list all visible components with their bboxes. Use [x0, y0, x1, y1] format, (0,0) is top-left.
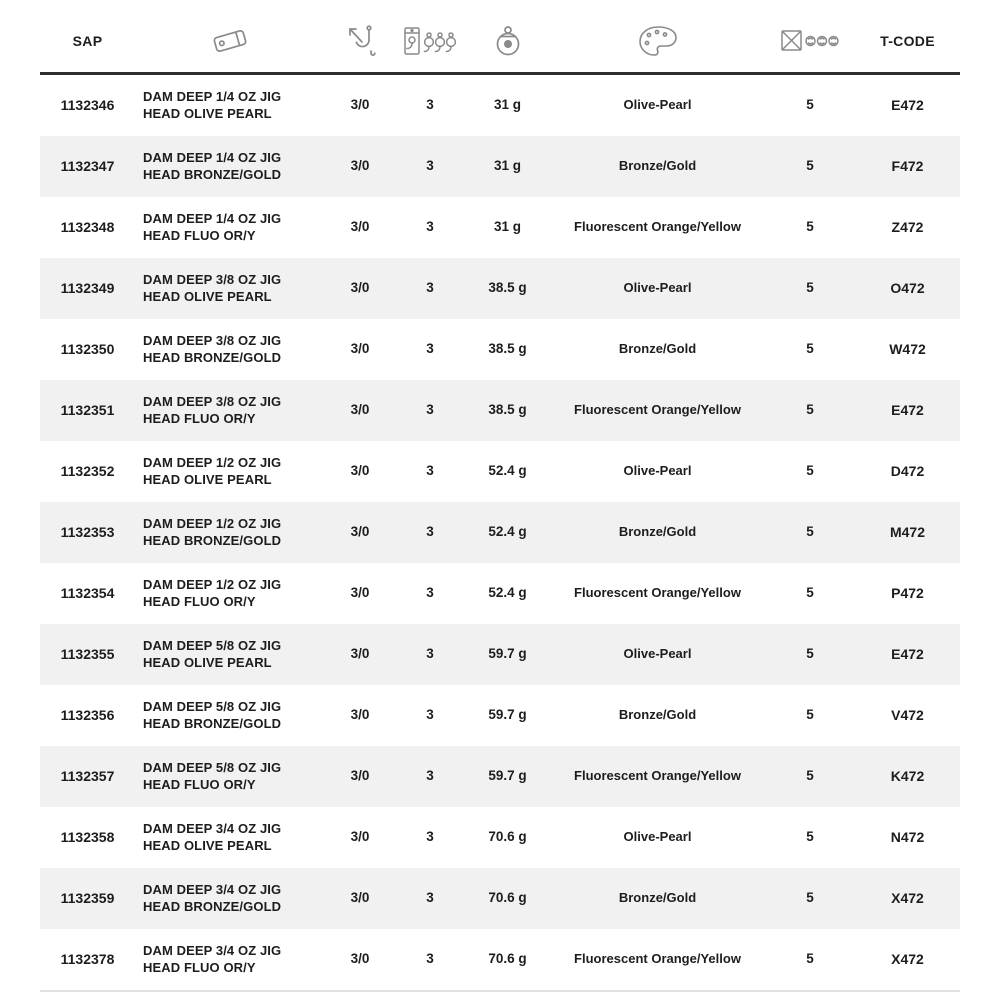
cell-product-name: DAM DEEP 1/2 OZ JIG HEAD BRONZE/GOLD [143, 516, 282, 548]
units-per-box-icon [779, 24, 841, 58]
cell-hook-size: 3/0 [350, 646, 370, 662]
cell-pieces: 3 [426, 768, 434, 784]
cell-units-per-box: 5 [806, 97, 814, 113]
cell-pieces: 3 [426, 280, 434, 296]
cell-color: Fluorescent Orange/Yellow [574, 585, 741, 601]
cell-product-name: DAM DEEP 5/8 OZ JIG HEAD OLIVE PEARL [143, 638, 282, 670]
cell-units-per-box: 5 [806, 524, 814, 540]
cell-units-per-box: 5 [806, 890, 814, 906]
cell-product-name: DAM DEEP 1/4 OZ JIG HEAD BRONZE/GOLD [143, 150, 282, 182]
cell-weight: 31 g [493, 219, 521, 235]
cell-product-name: DAM DEEP 3/4 OZ JIG HEAD OLIVE PEARL [143, 821, 282, 853]
cell-hook-size: 3/0 [350, 463, 370, 479]
cell-color: Olive-Pearl [623, 463, 692, 479]
cell-t-code: E472 [891, 645, 924, 662]
cell-pieces: 3 [426, 97, 434, 113]
cell-units-per-box: 5 [806, 402, 814, 418]
cell-units-per-box: 5 [806, 463, 814, 479]
table-row [40, 624, 960, 685]
table-header [40, 10, 960, 75]
cell-weight: 31 g [493, 97, 521, 113]
cell-product-name: DAM DEEP 1/2 OZ JIG HEAD OLIVE PEARL [143, 455, 282, 487]
cell-sap: 1132348 [60, 218, 115, 235]
cell-t-code: E472 [891, 401, 924, 418]
cell-pieces: 3 [426, 463, 434, 479]
table-row [40, 319, 960, 380]
cell-hook-size: 3/0 [350, 402, 370, 418]
cell-t-code: X472 [891, 889, 924, 906]
header-sap-label: SAP [72, 33, 103, 49]
cell-weight: 70.6 g [488, 829, 527, 845]
cell-product-name: DAM DEEP 1/4 OZ JIG HEAD OLIVE PEARL [143, 89, 282, 121]
cell-color: Fluorescent Orange/Yellow [574, 219, 741, 235]
header-units-per-box [765, 24, 855, 58]
cell-hook-size: 3/0 [350, 768, 370, 784]
product-tag-icon [208, 26, 252, 56]
cell-sap: 1132356 [60, 706, 115, 723]
cell-color: Bronze/Gold [618, 158, 697, 174]
cell-hook-size: 3/0 [350, 707, 370, 723]
cell-t-code: F472 [891, 157, 924, 174]
cell-hook-size: 3/0 [350, 158, 370, 174]
cell-pieces: 3 [426, 890, 434, 906]
cell-units-per-box: 5 [806, 646, 814, 662]
cell-units-per-box: 5 [806, 158, 814, 174]
header-product-name [135, 26, 325, 56]
cell-hook-size: 3/0 [350, 219, 370, 235]
cell-product-name: DAM DEEP 3/8 OZ JIG HEAD FLUO OR/Y [143, 394, 282, 426]
cell-pieces: 3 [426, 219, 434, 235]
cell-units-per-box: 5 [806, 585, 814, 601]
cell-color: Olive-Pearl [623, 97, 692, 113]
table-row [40, 685, 960, 746]
cell-product-name: DAM DEEP 5/8 OZ JIG HEAD FLUO OR/Y [143, 760, 282, 792]
cell-pieces: 3 [426, 646, 434, 662]
cell-pieces: 3 [426, 158, 434, 174]
header-tcode [855, 33, 960, 49]
cell-sap: 1132352 [60, 462, 115, 479]
cell-units-per-box: 5 [806, 341, 814, 357]
cell-units-per-box: 5 [806, 707, 814, 723]
cell-weight: 52.4 g [488, 524, 527, 540]
cell-pieces: 3 [426, 524, 434, 540]
cell-weight: 38.5 g [488, 402, 527, 418]
cell-sap: 1132357 [60, 767, 115, 784]
color-palette-icon [635, 22, 681, 60]
cell-units-per-box: 5 [806, 219, 814, 235]
cell-sap: 1132358 [60, 828, 115, 845]
cell-sap: 1132353 [60, 523, 115, 540]
cell-units-per-box: 5 [806, 951, 814, 967]
cell-sap: 1132359 [60, 889, 115, 906]
cell-hook-size: 3/0 [350, 829, 370, 845]
cell-sap: 1132350 [60, 340, 115, 357]
cell-pieces: 3 [426, 341, 434, 357]
cell-hook-size: 3/0 [350, 585, 370, 601]
cell-product-name: DAM DEEP 1/4 OZ JIG HEAD FLUO OR/Y [143, 211, 282, 243]
header-color [550, 22, 765, 60]
cell-t-code: P472 [891, 584, 924, 601]
cell-product-name: DAM DEEP 3/4 OZ JIG HEAD BRONZE/GOLD [143, 882, 282, 914]
pieces-per-pack-icon [402, 23, 458, 59]
table-row [40, 563, 960, 624]
cell-t-code: W472 [889, 340, 926, 357]
cell-units-per-box: 5 [806, 768, 814, 784]
cell-weight: 70.6 g [488, 890, 527, 906]
cell-weight: 59.7 g [488, 707, 527, 723]
cell-weight: 38.5 g [488, 341, 527, 357]
cell-sap: 1132346 [60, 96, 115, 113]
cell-sap: 1132378 [60, 950, 115, 967]
hook-size-icon [340, 22, 380, 60]
cell-hook-size: 3/0 [350, 341, 370, 357]
cell-hook-size: 3/0 [350, 951, 370, 967]
cell-weight: 70.6 g [488, 951, 527, 967]
cell-hook-size: 3/0 [350, 524, 370, 540]
cell-t-code: K472 [890, 767, 925, 784]
header-pieces-per-pack [395, 23, 465, 59]
table-row [40, 807, 960, 868]
cell-color: Fluorescent Orange/Yellow [574, 768, 741, 784]
cell-t-code: D472 [890, 462, 925, 479]
cell-t-code: O472 [890, 279, 925, 296]
table-row [40, 502, 960, 563]
table-row [40, 746, 960, 807]
cell-weight: 38.5 g [488, 280, 527, 296]
cell-hook-size: 3/0 [350, 97, 370, 113]
header-sap [40, 33, 135, 49]
cell-product-name: DAM DEEP 3/8 OZ JIG HEAD BRONZE/GOLD [143, 333, 282, 365]
table-row [40, 868, 960, 929]
cell-t-code: M472 [889, 523, 926, 540]
cell-t-code: V472 [891, 706, 924, 723]
cell-t-code: X472 [891, 950, 924, 967]
header-tcode-label: T-CODE [880, 33, 935, 49]
table-row [40, 929, 960, 990]
product-spec-table [40, 10, 960, 992]
cell-units-per-box: 5 [806, 280, 814, 296]
cell-product-name: DAM DEEP 1/2 OZ JIG HEAD FLUO OR/Y [143, 577, 282, 609]
table-row [40, 380, 960, 441]
cell-color: Fluorescent Orange/Yellow [574, 402, 741, 418]
cell-t-code: Z472 [891, 218, 924, 235]
header-hook-size [325, 22, 395, 60]
cell-hook-size: 3/0 [350, 890, 370, 906]
cell-weight: 52.4 g [488, 463, 527, 479]
cell-product-name: DAM DEEP 3/8 OZ JIG HEAD OLIVE PEARL [143, 272, 282, 304]
table-body [40, 75, 960, 990]
cell-weight: 52.4 g [488, 585, 527, 601]
cell-t-code: E472 [891, 96, 924, 113]
cell-t-code: N472 [890, 828, 925, 845]
table-row [40, 197, 960, 258]
cell-color: Olive-Pearl [623, 829, 692, 845]
cell-color: Bronze/Gold [618, 890, 697, 906]
cell-sap: 1132349 [60, 279, 115, 296]
cell-color: Bronze/Gold [618, 524, 697, 540]
cell-pieces: 3 [426, 707, 434, 723]
table-row [40, 441, 960, 502]
cell-sap: 1132351 [60, 401, 115, 418]
cell-weight: 59.7 g [488, 646, 527, 662]
cell-product-name: DAM DEEP 3/4 OZ JIG HEAD FLUO OR/Y [143, 943, 282, 975]
cell-hook-size: 3/0 [350, 280, 370, 296]
cell-units-per-box: 5 [806, 829, 814, 845]
cell-weight: 31 g [493, 158, 521, 174]
table-row [40, 136, 960, 197]
cell-sap: 1132355 [60, 645, 115, 662]
cell-product-name: DAM DEEP 5/8 OZ JIG HEAD BRONZE/GOLD [143, 699, 282, 731]
cell-color: Olive-Pearl [623, 646, 692, 662]
cell-pieces: 3 [426, 585, 434, 601]
cell-color: Olive-Pearl [623, 280, 692, 296]
cell-color: Fluorescent Orange/Yellow [574, 951, 741, 967]
cell-color: Bronze/Gold [618, 341, 697, 357]
cell-sap: 1132347 [60, 157, 115, 174]
cell-weight: 59.7 g [488, 768, 527, 784]
table-row [40, 75, 960, 136]
cell-sap: 1132354 [60, 584, 115, 601]
table-row [40, 258, 960, 319]
cell-pieces: 3 [426, 829, 434, 845]
header-weight [465, 22, 550, 60]
weight-icon [491, 22, 525, 60]
cell-pieces: 3 [426, 402, 434, 418]
cell-pieces: 3 [426, 951, 434, 967]
cell-color: Bronze/Gold [618, 707, 697, 723]
